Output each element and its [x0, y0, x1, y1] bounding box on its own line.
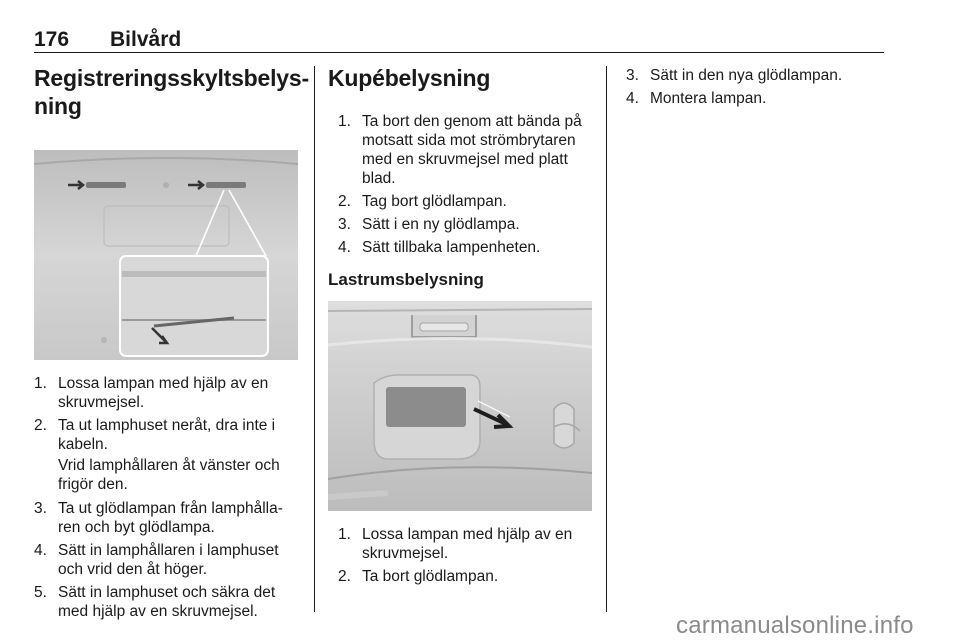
steps-cargo — [328, 525, 594, 586]
page-header — [34, 28, 884, 52]
column-divider-2 — [606, 66, 607, 612]
list-item: 2. Ta ut lamphuset neråt, dra inte i kabeln. — [34, 417, 276, 453]
list-item: 5. Sätt in lamphuset och säkra det med hjälp av en skruvmejsel. — [34, 584, 276, 620]
list-item: 2. Tag bort glödlampan. — [338, 193, 507, 210]
list-item: 3. Ta ut glödlampan från lamphålla- ren och byt glödlampa. — [34, 500, 283, 536]
column-interior-light — [328, 64, 594, 590]
steps-license-plate — [34, 374, 300, 454]
steps-interior — [328, 112, 594, 257]
figure-cargo-light — [328, 301, 592, 511]
list-item: 1. Lossa lampan med hjälp av en skruvmejsel. — [34, 375, 269, 411]
list-item: 2. Ta bort glödlampan. — [338, 568, 499, 585]
list-item: 3. Sätt i en ny glödlampa. — [338, 216, 520, 233]
list-item: 4. Montera lampan. — [626, 90, 767, 107]
step-2-note: Vrid lamphållaren åt vänster och frigör den. — [58, 457, 280, 493]
chapter-title: Bilvård — [110, 28, 182, 51]
column-cargo-cont — [622, 64, 884, 112]
steps-cargo-cont — [622, 66, 884, 108]
header-rule — [34, 52, 884, 53]
list-item: 4. Sätt tillbaka lampenheten. — [338, 239, 541, 256]
section-title-license-plate: Registreringsskyltsbelys- ning — [34, 65, 309, 119]
figure-license-plate-light — [34, 150, 298, 360]
steps-license-plate-cont — [34, 499, 300, 621]
section-title-interior: Kupébelysning — [328, 65, 491, 91]
column-divider-1 — [314, 66, 315, 612]
list-item: 4. Sätt in lamphållaren i lamphuset och vrid den åt höger. — [34, 542, 279, 578]
page-number: 176 — [34, 28, 70, 51]
list-item: 1. Ta bort den genom att bända på motsatt sida mot strömbrytaren med en skruvmejsel med platt blad. — [338, 113, 582, 187]
list-item: 1. Lossa lampan med hjälp av en skruvmejsel. — [338, 526, 573, 562]
subsection-title-cargo: Lastrumsbelysning — [328, 270, 484, 289]
column-license-plate-light — [34, 64, 309, 625]
watermark: carmanualsonline.info — [676, 612, 914, 639]
list-item: 3. Sätt in den nya glödlampan. — [626, 67, 843, 84]
